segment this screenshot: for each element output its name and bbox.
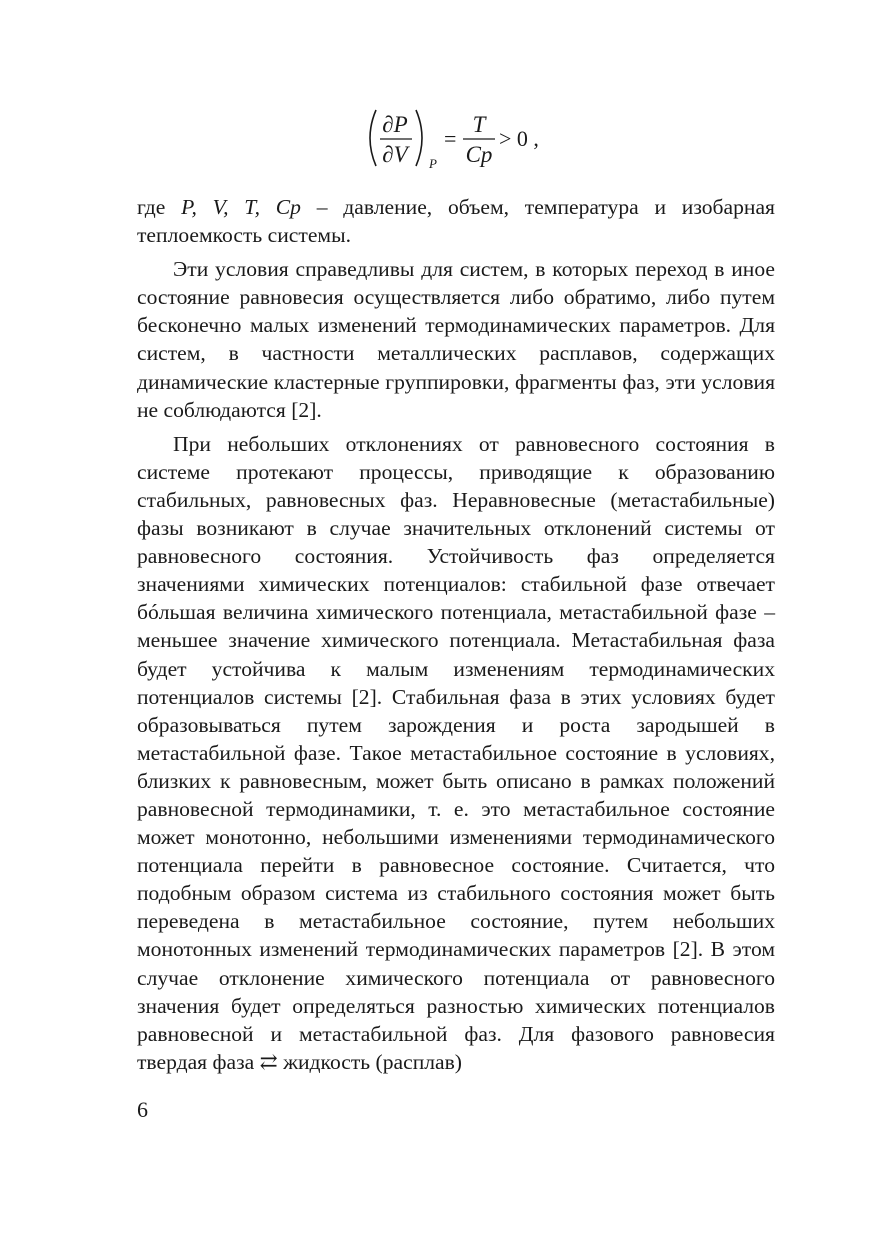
paragraph-conditions: Эти условия справедливы для систем, в которых переход в иное состояние равновесия осуществляется либо обратимо, либо путем бесконечно малых изменений термодинамических параметров. Для систем, в частности металлических расплавов, содержащих динамические кластерные группировки, фрагменты фаз, эти условия не соблюдаются [2]. <box>137 257 775 422</box>
formula-numerator-left: ∂P <box>382 112 408 137</box>
formula-graphic <box>360 102 580 180</box>
formula-equals: = <box>444 126 457 151</box>
formula-numerator-right: T <box>472 112 486 137</box>
formula-subscript: P <box>429 156 437 171</box>
body-text <box>137 193 775 1082</box>
paragraph-variables-prefix: где <box>137 195 182 219</box>
formula-relation: > 0 , <box>499 126 539 151</box>
page-number: 6 <box>137 1097 148 1122</box>
left-paren <box>370 110 376 166</box>
paragraph-variables <box>137 193 775 249</box>
formula-denominator-right: Cp <box>465 142 493 167</box>
variables-list: P, V, T, Cp <box>181 195 301 219</box>
formula-denominator-left: ∂V <box>382 142 408 167</box>
right-paren <box>416 110 422 166</box>
paragraph-variables-rest: – давление, объем, температура и изобарная теплоемкость системы. <box>137 195 775 248</box>
paragraph-deviations: При небольших отклонениях от равновесного состояния в системе протекают процессы, приводящие к образованию стабильных, равновесных фаз. Неравновесные (метастабильные) фазы возникают в случае значительных отклонений системы от равновесного состояния. Устойчивость фаз определяется значениями химических потенциалов: стабильной фазе отвечает бóльшая величина химического потенциала, метастабильной фазе – меньшее значение химического потенциала. Метастабильная фаза будет устойчива к малым изменениям термодинамических потенциалов системы [2]. Стабильная фаза в этих условиях будет образовываться путем зарождения и роста зародышей в метастабильной фазе. Такое метастабильное состояние в условиях, близких к равновесным, может быть описано в рамках положений равновесной термодинамики, т. е. это метастабильное состояние может монотонно, небольшими изменениями термодинамического потенциала перейти в равновесное состояние. Считается, что подобным образом система из стабильного состояния может быть переведена в метастабильное состояние, путем небольших монотонных изменений термодинамических параметров [2]. В этом случае отклонение химического потенциала от равновесного значения будет определяться разностью химических потенциалов равновесной и метастабильной фаз. Для фазового равновесия твердая фаза ⇄ жидкость (расплав) <box>137 431 775 1074</box>
formula <box>0 102 875 180</box>
